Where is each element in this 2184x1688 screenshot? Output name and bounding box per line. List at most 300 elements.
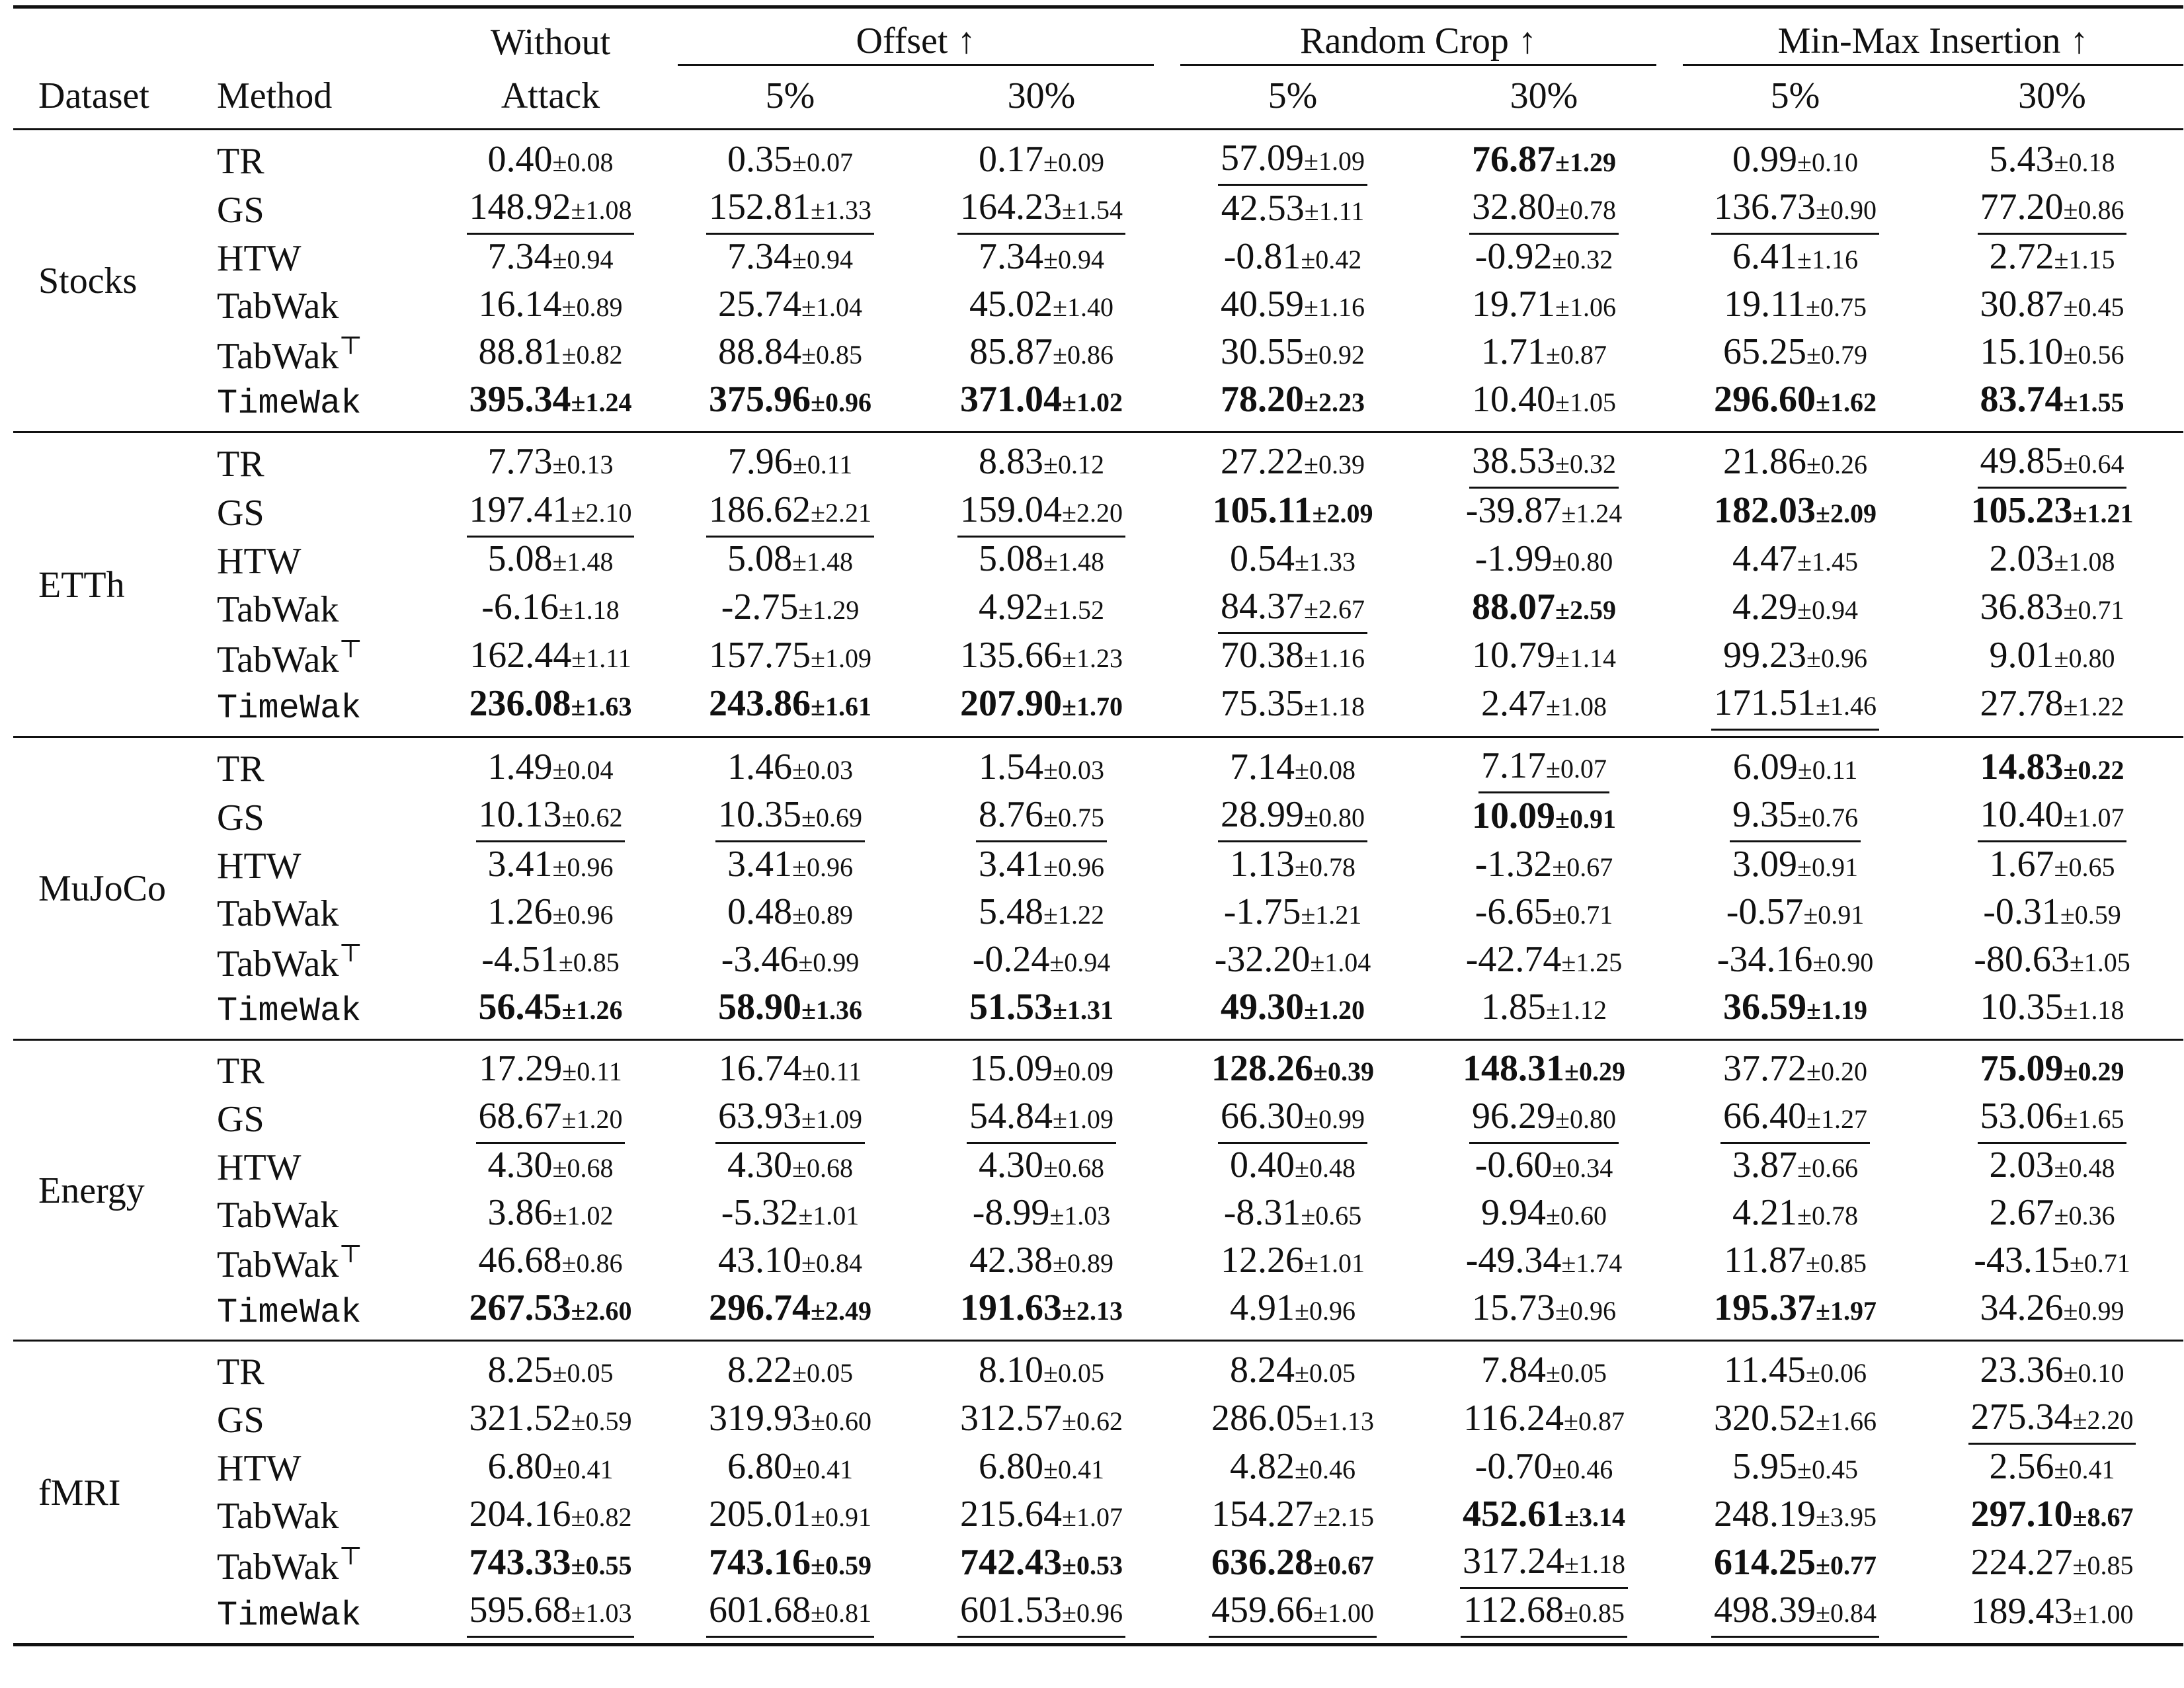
metric-value: 8.83±0.12	[979, 441, 1104, 482]
value-cell	[1670, 330, 1921, 378]
metric-value: 10.35±1.18	[1980, 986, 2124, 1027]
value-cell	[1418, 1287, 1670, 1334]
value-cell	[916, 186, 1167, 235]
metric-value: 66.40±1.27	[1720, 1098, 1870, 1144]
metric-value: 54.84±1.09	[967, 1098, 1116, 1144]
results-table-body	[13, 130, 2183, 1646]
value-cell	[1921, 1540, 2183, 1589]
metric-value: 56.45±1.26	[478, 986, 623, 1027]
value-cell	[1921, 1445, 2183, 1492]
metric-value: 1.71±0.87	[1481, 331, 1607, 372]
value-cell	[1670, 938, 1921, 985]
metric-value: 7.84±0.05	[1481, 1349, 1607, 1390]
metric-value: 321.52±0.59	[469, 1397, 632, 1439]
metric-value: 1.85±1.12	[1481, 986, 1607, 1027]
value-cell	[436, 440, 665, 489]
value-cell	[436, 1047, 665, 1095]
value-cell	[436, 1492, 665, 1540]
value-cell	[436, 793, 665, 842]
value-cell	[916, 1191, 1167, 1239]
method-timewak: TimeWak	[217, 384, 362, 423]
metric-value: -0.24±0.94	[972, 938, 1111, 980]
metric-value: 162.44±1.11	[469, 635, 631, 676]
metric-value: 112.68±0.85	[1461, 1591, 1627, 1638]
metric-value: 297.10±8.67	[1970, 1493, 2134, 1535]
value-cell	[1418, 1540, 1670, 1589]
without-attack-header-line2: Attack	[501, 75, 600, 116]
table-row	[13, 538, 2183, 585]
dataset-name: MuJoCo	[38, 868, 166, 909]
metric-value: 236.08±1.63	[469, 683, 632, 724]
table-row	[13, 585, 2183, 634]
value-cell	[1167, 1445, 1418, 1492]
table-row	[13, 1348, 2183, 1396]
metric-value: 128.26±0.39	[1211, 1048, 1374, 1089]
metric-value: -32.20±1.04	[1214, 938, 1371, 980]
metric-value: 267.53±2.60	[469, 1287, 632, 1328]
table-row	[13, 1540, 2183, 1589]
value-cell	[1670, 793, 1921, 842]
metric-value: 88.84±0.85	[718, 331, 862, 372]
metric-value: 36.59±1.19	[1723, 986, 1867, 1027]
metric-value: 1.49±0.04	[487, 746, 614, 787]
method-tabwak: TabWak	[217, 588, 339, 630]
metric-value: 7.34±0.94	[487, 235, 614, 277]
metric-value: 84.37±2.67	[1218, 588, 1367, 634]
metric-value: 1.13±0.78	[1230, 843, 1355, 885]
value-cell	[665, 489, 916, 538]
value-cell	[665, 186, 916, 235]
metric-value: 78.20±2.23	[1221, 378, 1365, 420]
value-cell	[916, 985, 1167, 1033]
metric-value: 148.92±1.08	[467, 188, 635, 235]
value-cell	[1167, 378, 1418, 425]
value-cell	[916, 1287, 1167, 1334]
value-cell	[436, 985, 665, 1033]
value-cell	[916, 1144, 1167, 1191]
metric-value: -80.63±1.05	[1974, 938, 2130, 980]
value-cell	[436, 744, 665, 793]
method-gs: GS	[217, 492, 264, 534]
value-cell	[1670, 842, 1921, 890]
metric-value: 4.47±1.45	[1732, 538, 1858, 579]
metric-value: 5.08±1.48	[727, 538, 853, 579]
value-cell	[436, 1191, 665, 1239]
metric-value: 8.25±0.05	[487, 1349, 614, 1390]
value-cell	[665, 1348, 916, 1396]
superscript-top: ⊤	[339, 635, 363, 663]
metric-value: 317.24±1.18	[1460, 1543, 1628, 1589]
metric-value: 10.09±0.91	[1472, 795, 1616, 836]
value-cell	[1921, 1492, 2183, 1540]
metric-value: -0.60±0.34	[1475, 1145, 1613, 1186]
value-cell	[436, 1095, 665, 1144]
table-row	[13, 938, 2183, 985]
value-cell	[1921, 744, 2183, 793]
metric-value: 0.40±0.48	[1230, 1145, 1355, 1186]
value-cell	[1921, 235, 2183, 282]
value-cell	[916, 1492, 1167, 1540]
value-cell	[1418, 1445, 1670, 1492]
table-row	[13, 1047, 2183, 1095]
metric-value: 30.55±0.92	[1221, 331, 1365, 372]
method-gs: GS	[217, 797, 264, 838]
value-cell	[665, 1540, 916, 1589]
value-cell	[1921, 1287, 2183, 1334]
metric-value: -0.31±0.59	[1983, 891, 2121, 932]
metric-value: 27.78±1.22	[1980, 683, 2124, 724]
value-cell	[1670, 1095, 1921, 1144]
metric-value: 5.95±0.45	[1732, 1445, 1858, 1487]
metric-value: 37.72±0.20	[1723, 1048, 1867, 1089]
metric-value: 68.67±1.20	[476, 1098, 626, 1144]
metric-value: -43.15±0.71	[1974, 1240, 2130, 1281]
value-cell	[665, 1095, 916, 1144]
metric-value: -6.65±0.71	[1475, 891, 1613, 932]
value-cell	[436, 1144, 665, 1191]
value-cell	[1921, 1396, 2183, 1445]
metric-value: -1.75±1.21	[1223, 891, 1362, 932]
table-row	[13, 1095, 2183, 1144]
metric-value: 595.68±1.03	[467, 1591, 635, 1638]
metric-value: 742.43±0.53	[960, 1541, 1123, 1583]
metric-value: 46.68±0.86	[478, 1240, 623, 1281]
value-cell	[1418, 330, 1670, 378]
metric-value: 42.38±0.89	[969, 1240, 1113, 1281]
metric-value: 51.53±1.31	[969, 986, 1113, 1027]
metric-value: 85.87±0.86	[969, 331, 1113, 372]
metric-value: 7.34±0.94	[727, 235, 853, 277]
metric-value: 11.45±0.06	[1724, 1349, 1867, 1390]
value-cell	[916, 938, 1167, 985]
method-timewak: TimeWak	[217, 1596, 362, 1635]
table-row	[13, 378, 2183, 425]
metric-value: 743.16±0.59	[709, 1541, 871, 1583]
metric-value: 636.28±0.67	[1211, 1541, 1374, 1583]
value-cell	[916, 682, 1167, 731]
value-cell	[436, 330, 665, 378]
table-row	[13, 1589, 2183, 1638]
metric-value: 66.30±0.99	[1218, 1098, 1367, 1144]
metric-value: 375.96±0.96	[709, 378, 871, 420]
value-cell	[1921, 538, 2183, 585]
value-cell	[436, 538, 665, 585]
metric-value: 4.91±0.96	[1230, 1287, 1355, 1328]
value-cell	[1418, 1239, 1670, 1287]
value-cell	[1418, 1047, 1670, 1095]
metric-value: 182.03±2.09	[1714, 490, 1877, 531]
value-cell	[1167, 1396, 1418, 1445]
metric-value: 2.67±0.36	[1989, 1192, 2115, 1233]
value-cell	[1418, 1589, 1670, 1638]
method-htw: HTW	[217, 846, 302, 887]
table-row	[13, 330, 2183, 378]
minmax-5-header: 5%	[1770, 75, 1820, 116]
metric-value: 7.34±0.94	[979, 235, 1104, 277]
method-tr: TR	[217, 748, 264, 789]
value-cell	[665, 1239, 916, 1287]
method-timewak: TimeWak	[217, 1293, 362, 1332]
metric-value: 371.04±1.02	[960, 378, 1123, 420]
table-row	[13, 744, 2183, 793]
value-cell	[436, 137, 665, 186]
value-cell	[1167, 235, 1418, 282]
value-cell	[1670, 489, 1921, 538]
metric-value: 16.14±0.89	[478, 283, 623, 325]
value-cell	[1670, 440, 1921, 489]
value-cell	[665, 137, 916, 186]
value-cell	[665, 744, 916, 793]
value-cell	[1921, 186, 2183, 235]
value-cell	[665, 538, 916, 585]
metric-value: 32.80±0.78	[1469, 188, 1619, 235]
metric-value: 8.22±0.05	[727, 1349, 853, 1390]
method-tabwak-top: TabWak⊤	[217, 939, 363, 985]
metric-value: 65.25±0.79	[1723, 331, 1867, 372]
metric-value: -2.75±1.29	[721, 586, 860, 627]
value-cell	[1670, 137, 1921, 186]
metric-value: 9.94±0.60	[1481, 1192, 1607, 1233]
metric-value: 215.64±1.07	[960, 1493, 1123, 1535]
value-cell	[436, 890, 665, 938]
metric-value: 224.27±0.85	[1970, 1541, 2134, 1583]
value-cell	[1167, 842, 1418, 890]
metric-value: 2.03±0.48	[1989, 1145, 2115, 1186]
metric-value: 28.99±0.80	[1218, 796, 1367, 842]
metric-value: 136.73±0.90	[1711, 188, 1879, 235]
table-row	[13, 1287, 2183, 1334]
random-crop-group-header: Random Crop ↑	[1180, 18, 1656, 66]
value-cell	[1167, 585, 1418, 634]
offset-group-header: Offset ↑	[678, 18, 1154, 66]
metric-value: 0.40±0.08	[487, 138, 614, 180]
metric-value: 53.06±1.65	[1978, 1098, 2127, 1144]
metric-value: 45.02±1.40	[969, 283, 1113, 325]
metric-value: 157.75±1.09	[709, 635, 871, 676]
metric-value: 11.87±0.85	[1724, 1240, 1867, 1281]
metric-value: 38.53±0.32	[1469, 442, 1619, 489]
metric-value: 197.41±2.10	[467, 491, 635, 538]
value-cell	[1418, 890, 1670, 938]
metric-value: 70.38±1.16	[1221, 635, 1365, 676]
metric-value: 9.35±0.76	[1730, 796, 1861, 842]
value-cell	[665, 1047, 916, 1095]
value-cell	[1167, 1492, 1418, 1540]
value-cell	[436, 938, 665, 985]
metric-value: 14.83±0.22	[1980, 746, 2124, 787]
metric-value: 152.81±1.33	[706, 188, 874, 235]
value-cell	[1418, 489, 1670, 538]
value-cell	[1167, 985, 1418, 1033]
metric-value: 43.10±0.84	[718, 1240, 862, 1281]
metric-value: 15.09±0.09	[969, 1048, 1113, 1089]
dataset-name: Energy	[38, 1170, 145, 1211]
header-row-groups	[13, 9, 2183, 70]
value-cell	[1167, 1540, 1418, 1589]
metric-value: 4.30±0.68	[487, 1145, 614, 1186]
method-htw: HTW	[217, 1448, 302, 1489]
metric-value: 0.35±0.07	[727, 138, 853, 180]
value-cell	[1921, 440, 2183, 489]
value-cell	[916, 1540, 1167, 1589]
value-cell	[1418, 793, 1670, 842]
method-tr: TR	[217, 1050, 264, 1092]
metric-value: 99.23±0.96	[1723, 635, 1867, 676]
metric-value: 4.82±0.46	[1230, 1445, 1355, 1487]
value-cell	[916, 1239, 1167, 1287]
value-cell	[916, 890, 1167, 938]
method-htw: HTW	[217, 1146, 302, 1188]
metric-value: 4.30±0.68	[727, 1145, 853, 1186]
value-cell	[1670, 1348, 1921, 1396]
value-cell	[436, 634, 665, 682]
value-cell	[1670, 1589, 1921, 1638]
value-cell	[665, 1191, 916, 1239]
method-gs: GS	[217, 190, 264, 231]
table-row	[13, 793, 2183, 842]
metric-value: 17.29±0.11	[479, 1048, 622, 1089]
value-cell	[916, 1396, 1167, 1445]
metric-value: 154.27±2.15	[1211, 1493, 1374, 1535]
dataset-column-header: Dataset	[38, 75, 149, 116]
value-cell	[436, 682, 665, 731]
value-cell	[1167, 186, 1418, 235]
method-gs: GS	[217, 1098, 264, 1140]
metric-value: 40.59±1.16	[1221, 283, 1365, 325]
metric-value: 275.34±2.20	[1968, 1398, 2136, 1445]
value-cell	[916, 1095, 1167, 1144]
method-htw: HTW	[217, 540, 302, 582]
metric-value: -3.46±0.99	[721, 938, 860, 980]
value-cell	[1921, 938, 2183, 985]
value-cell	[436, 1348, 665, 1396]
metric-value: 76.87±1.29	[1472, 138, 1616, 180]
value-cell	[1167, 440, 1418, 489]
value-cell	[1670, 1396, 1921, 1445]
value-cell	[1921, 282, 2183, 330]
value-cell	[1670, 1287, 1921, 1334]
dataset-name: ETTh	[38, 564, 125, 606]
metric-value: 0.17±0.09	[979, 138, 1104, 180]
table-row	[13, 890, 2183, 938]
table-row	[13, 235, 2183, 282]
metric-value: -0.70±0.46	[1475, 1445, 1613, 1487]
metric-value: 25.74±1.04	[718, 283, 862, 325]
metric-value: 16.74±0.11	[718, 1048, 862, 1089]
metric-value: 6.80±0.41	[727, 1445, 853, 1487]
method-tabwak: TabWak	[217, 1194, 339, 1236]
metric-value: 10.40±1.07	[1978, 796, 2127, 842]
value-cell	[1921, 1191, 2183, 1239]
metric-value: 36.83±0.71	[1980, 586, 2124, 627]
metric-value: 205.01±0.91	[709, 1493, 871, 1535]
value-cell	[1418, 1492, 1670, 1540]
value-cell	[1167, 538, 1418, 585]
superscript-top: ⊤	[339, 1240, 363, 1268]
metric-value: 1.26±0.96	[487, 891, 614, 932]
metric-value: 75.09±0.29	[1980, 1048, 2124, 1089]
value-cell	[1418, 282, 1670, 330]
value-cell	[1921, 330, 2183, 378]
table-row	[13, 1492, 2183, 1540]
metric-value: 159.04±2.20	[957, 491, 1125, 538]
metric-value: -42.74±1.25	[1465, 938, 1623, 980]
value-cell	[665, 938, 916, 985]
value-cell	[665, 842, 916, 890]
metric-value: 12.26±1.01	[1221, 1240, 1365, 1281]
metric-value: 395.34±1.24	[469, 378, 632, 420]
value-cell	[1670, 378, 1921, 425]
metric-value: 4.92±1.52	[979, 586, 1104, 627]
metric-value: -0.92±0.32	[1475, 235, 1613, 277]
metric-value: 105.11±2.09	[1212, 490, 1373, 531]
value-cell	[1670, 282, 1921, 330]
value-cell	[1167, 1589, 1418, 1638]
value-cell	[1418, 1191, 1670, 1239]
value-cell	[1418, 440, 1670, 489]
method-tabwak-top: TabWak⊤	[217, 635, 363, 680]
value-cell	[1418, 744, 1670, 793]
value-cell	[1167, 137, 1418, 186]
metric-value: 3.87±0.66	[1732, 1145, 1858, 1186]
value-cell	[916, 538, 1167, 585]
metric-value: -8.31±0.65	[1223, 1192, 1362, 1233]
method-htw: HTW	[217, 238, 302, 279]
metric-value: 6.80±0.41	[487, 1445, 614, 1487]
metric-value: 312.57±0.62	[960, 1397, 1123, 1439]
value-cell	[436, 1287, 665, 1334]
method-gs: GS	[217, 1400, 264, 1441]
metric-value: 0.54±1.33	[1230, 538, 1355, 579]
metric-value: -0.57±0.91	[1726, 891, 1865, 932]
value-cell	[1921, 1589, 2183, 1638]
value-cell	[436, 378, 665, 425]
table-row	[13, 842, 2183, 890]
value-cell	[1167, 489, 1418, 538]
value-cell	[1167, 1239, 1418, 1287]
value-cell	[1167, 1348, 1418, 1396]
value-cell	[665, 330, 916, 378]
metric-value: 204.16±0.82	[469, 1493, 632, 1535]
metric-value: 6.41±1.16	[1732, 235, 1858, 277]
value-cell	[665, 890, 916, 938]
value-cell	[916, 1348, 1167, 1396]
metric-value: 164.23±1.54	[957, 188, 1125, 235]
metric-value: 49.30±1.20	[1221, 986, 1365, 1027]
value-cell	[916, 378, 1167, 425]
metric-value: 2.72±1.15	[1989, 235, 2115, 277]
value-cell	[1921, 378, 2183, 425]
metric-value: 63.93±1.09	[715, 1098, 865, 1144]
value-cell	[916, 585, 1167, 634]
offset-30-header: 30%	[1007, 75, 1076, 116]
value-cell	[436, 842, 665, 890]
metric-value: 3.41±0.96	[487, 843, 614, 885]
metric-value: 2.47±1.08	[1481, 683, 1607, 724]
value-cell	[1418, 186, 1670, 235]
metric-value: 96.29±0.80	[1469, 1098, 1619, 1144]
metric-value: 191.63±2.13	[960, 1287, 1123, 1328]
value-cell	[436, 1445, 665, 1492]
value-cell	[1418, 985, 1670, 1033]
metric-value: -8.99±1.03	[972, 1192, 1111, 1233]
metric-value: 15.73±0.96	[1472, 1287, 1616, 1328]
value-cell	[1670, 890, 1921, 938]
value-cell	[1418, 538, 1670, 585]
value-cell	[1921, 793, 2183, 842]
table-row	[13, 1396, 2183, 1445]
metric-value: 5.08±1.48	[487, 538, 614, 579]
